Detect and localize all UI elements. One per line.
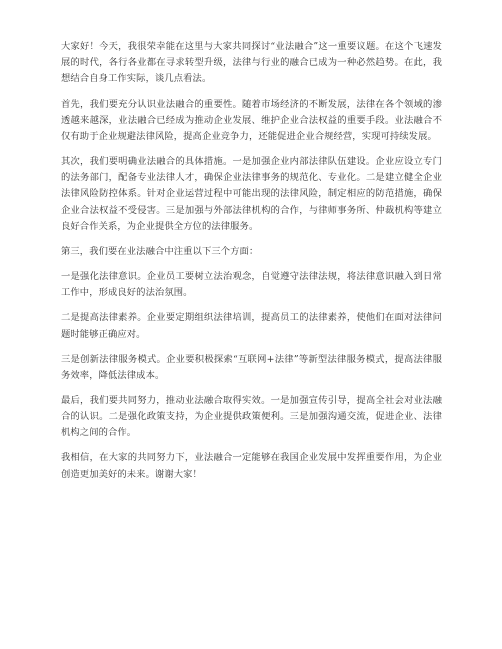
paragraph-service-innovation: 三是创新法律服务模式。企业要积极探索“互联网+法律”等新型法律服务模式，提高法律服务效率，降低法律成本。 <box>61 353 442 381</box>
paragraph-legal-literacy: 二是提高法律素养。企业要定期组织法律培训，提高员工的法律素养，使他们在面对法律问题时能够正确应对。 <box>61 312 442 340</box>
paragraph-three-aspects-intro: 第三，我们要在业法融合中注重以下三个方面： <box>61 245 259 257</box>
speech-body <box>61 39 442 492</box>
paragraph-closing: 我相信，在大家的共同努力下，业法融合一定能够在我国企业发展中发挥重要作用，为企业创造更加美好的未来。谢谢大家！ <box>61 452 442 480</box>
paragraph-opening: 大家好！今天，我很荣幸能在这里与大家共同探讨“业法融合”这一重要议题。在这个飞速发展的时代，各行各业都在寻求转型升级，法律与行业的融合已成为一种必然趋势。在此，我想结合自身工作实际，谈几点看法。 <box>61 41 442 85</box>
paragraph-importance: 首先，我们要充分认识业法融合的重要性。随着市场经济的不断发展，法律在各个领域的渗透越来越深，业法融合已经成为推动企业发展、维护企业合法权益的重要手段。业法融合不仅有助于企业规避法律风险，提高企业竞争力，还能促进企业合规经营，实现可持续发展。 <box>61 98 442 142</box>
paragraph-joint-effort: 最后，我们要共同努力，推动业法融合取得实效。一是加强宣传引导，提高全社会对业法融合的认识。二是强化政策支持，为企业提供政策便利。三是加强沟通交流，促进企业、法律机构之间的合作。 <box>61 394 442 439</box>
paragraph-legal-awareness: 一是强化法律意识。企业员工要树立法治观念，自觉遵守法律法规，将法律意识融入到日常工作中，形成良好的法治氛围。 <box>61 271 442 299</box>
paragraph-measures: 其次，我们要明确业法融合的具体措施。一是加强企业内部法律队伍建设。企业应设立专门的法务部门，配备专业法律人才，确保企业法律事务的规范化、专业化。二是建立健全企业法律风险防控体系。针对企业运营过程中可能出现的法律风险，制定相应的防范措施，确保企业合法权益不受侵害。三是加强与外部法律机构的合作，与律师事务所、仲裁机构等建立良好合作关系，为企业提供全方位的法律服务。 <box>61 156 442 232</box>
